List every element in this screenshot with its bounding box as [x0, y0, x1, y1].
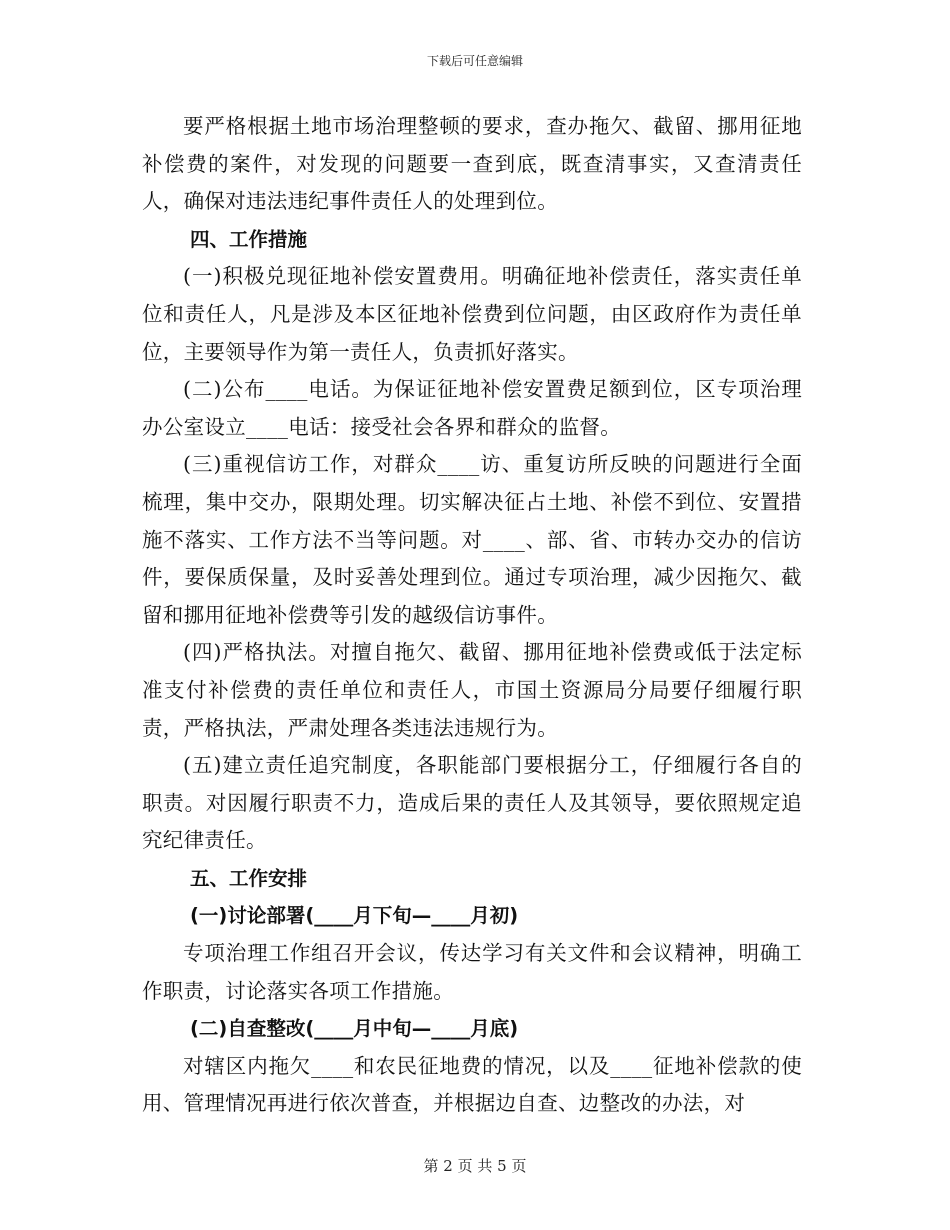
- section-heading-arrangement: 五、工作安排: [190, 866, 308, 890]
- paragraph-measure-2: (二)公布____电话。为保证征地补偿安置费足额到位，区专项治理办公室设立____电话：接受社会各界和群众的监督。: [142, 377, 802, 439]
- subheading-self-inspection: (二)自查整改(____月中旬—____月底): [190, 1017, 519, 1041]
- subheading-deployment: (一)讨论部署(____月下旬—____月初): [190, 904, 519, 928]
- section-heading-measures: 四、工作措施: [190, 227, 308, 251]
- paragraph-self-inspection: 对辖区内拖欠____和农民征地费的情况，以及____征地补偿款的使用、管理情况再进行依次普查，并根据边自查、边整改的办法，对: [142, 1053, 802, 1116]
- paragraph-measure-3: (三)重视信访工作，对群众____访、重复访所反映的问题进行全面梳理，集中交办，限期处理。切实解决征占土地、补偿不到位、安置措施不落实、工作方法不当等问题。对____、部、省、市转办交办的信访件，要保质保量，及时妥善处理到位。通过专项治理，减少因拖欠、截留和挪用征地补偿费等引发的越级信访事件。: [142, 452, 802, 627]
- page-number: 第 2 页 共 5 页: [423, 1157, 527, 1175]
- paragraph-measure-1: (一)积极兑现征地补偿安置费用。明确征地补偿责任，落实责任单位和责任人，凡是涉及本区征地补偿费到位问题，由区政府作为责任单位，主要领导作为第一责任人，负责抓好落实。: [142, 264, 802, 364]
- paragraph-case-investigation: 要严格根据土地市场治理整顿的要求，查办拖欠、截留、挪用征地补偿费的案件，对发现的问题要一查到底，既查清事实，又查清责任人，确保对违法违纪事件责任人的处理到位。: [142, 114, 802, 214]
- paragraph-measure-5: (五)建立责任追究制度，各职能部门要根据分工，仔细履行各自的职责。对因履行职责不力，造成后果的责任人及其领导，要依照规定追究纪律责任。: [142, 753, 802, 853]
- paragraph-measure-4: (四)严格执法。对擅自拖欠、截留、挪用征地补偿费或低于法定标准支付补偿费的责任单位和责任人，市国土资源局分局要仔细履行职责，严格执法，严肃处理各类违法违规行为。: [142, 640, 802, 740]
- document-body: [142, 108, 802, 1123]
- page-header-note: 下载后可任意编辑: [426, 54, 523, 68]
- paragraph-deployment: 专项治理工作组召开会议，传达学习有关文件和会议精神，明确工作职责，讨论落实各项工作措施。: [142, 941, 802, 1003]
